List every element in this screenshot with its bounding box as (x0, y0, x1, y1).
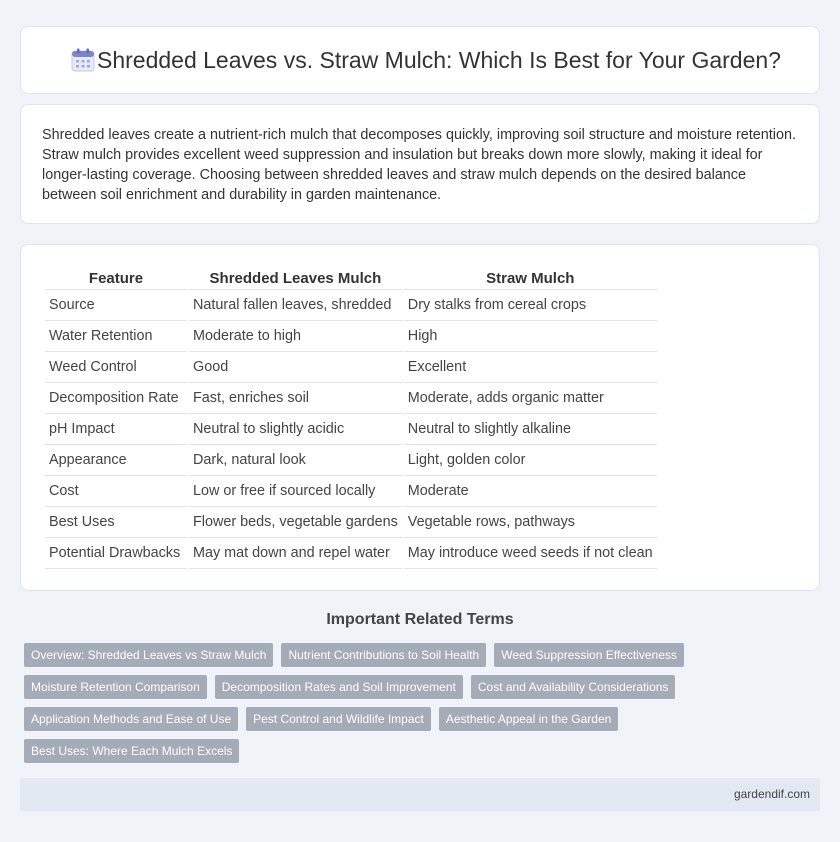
related-tag-pest[interactable]: Pest Control and Wildlife Impact (246, 707, 431, 731)
related-tag-cost[interactable]: Cost and Availability Considerations (471, 675, 676, 699)
intro-paragraph: Shredded leaves create a nutrient-rich mulch that decomposes quickly, improving soil structure and moisture retention. Straw mulch provides excellent weed suppression and insulation but breaks down more slowly, making it ideal for longer-lasting coverage. Choosing between shredded leaves and straw mulch depends on the desired balance between soil enrichment and durability in garden maintenance. (42, 127, 797, 203)
row-feature: Decomposition Rate (45, 383, 187, 414)
related-tag-weed[interactable]: Weed Suppression Effectiveness (494, 643, 684, 667)
related-terms-tags (24, 643, 724, 763)
related-tag-best-uses[interactable]: Best Uses: Where Each Mulch Excels (24, 739, 239, 763)
related-tag-aesthetic[interactable]: Aesthetic Appeal in the Garden (439, 707, 618, 731)
row-feature: Appearance (45, 445, 187, 476)
related-terms-title: Important Related Terms (326, 611, 514, 628)
row-feature: Weed Control (45, 352, 187, 383)
row-leaves-value: Moderate to high (189, 321, 402, 352)
table-row (45, 507, 657, 538)
row-straw-value: Vegetable rows, pathways (404, 507, 657, 538)
related-tag-overview[interactable]: Overview: Shredded Leaves vs Straw Mulch (24, 643, 273, 667)
row-straw-value: May introduce weed seeds if not clean (404, 538, 657, 569)
row-feature: pH Impact (45, 414, 187, 445)
header-feature: Feature (45, 265, 187, 290)
row-straw-value: High (404, 321, 657, 352)
row-straw-value: Dry stalks from cereal crops (404, 290, 657, 321)
footer-site-link[interactable]: gardendif.com (733, 787, 810, 801)
row-leaves-value: Good (189, 352, 402, 383)
table-row (45, 445, 657, 476)
row-leaves-value: Natural fallen leaves, shredded (189, 290, 402, 321)
related-tag-moisture[interactable]: Moisture Retention Comparison (24, 675, 207, 699)
row-feature: Potential Drawbacks (45, 538, 187, 569)
table-row (45, 321, 657, 352)
comparison-table-card (20, 244, 820, 591)
row-feature: Water Retention (45, 321, 187, 352)
header-card (20, 26, 820, 94)
row-leaves-value: Low or free if sourced locally (189, 476, 402, 507)
table-row (45, 290, 657, 321)
table-header-row (45, 265, 657, 290)
row-feature: Cost (45, 476, 187, 507)
row-feature: Best Uses (45, 507, 187, 538)
table-row (45, 414, 657, 445)
related-tag-decomposition[interactable]: Decomposition Rates and Soil Improvement (215, 675, 463, 699)
comparison-table (43, 265, 659, 569)
related-tag-application[interactable]: Application Methods and Ease of Use (24, 707, 238, 731)
row-straw-value: Moderate, adds organic matter (404, 383, 657, 414)
row-leaves-value: Neutral to slightly acidic (189, 414, 402, 445)
intro-card (20, 104, 820, 224)
related-tag-nutrient[interactable]: Nutrient Contributions to Soil Health (281, 643, 486, 667)
header-straw: Straw Mulch (404, 265, 657, 290)
row-straw-value: Light, golden color (404, 445, 657, 476)
row-leaves-value: May mat down and repel water (189, 538, 402, 569)
footer (20, 778, 820, 811)
page-title: Shredded Leaves vs. Straw Mulch: Which Is Best for Your Garden? (97, 47, 781, 73)
table-row (45, 383, 657, 414)
calendar-icon (70, 47, 96, 73)
row-leaves-value: Fast, enriches soil (189, 383, 402, 414)
row-leaves-value: Flower beds, vegetable gardens (189, 507, 402, 538)
table-row (45, 476, 657, 507)
row-straw-value: Excellent (404, 352, 657, 383)
table-row (45, 538, 657, 569)
row-leaves-value: Dark, natural look (189, 445, 402, 476)
row-straw-value: Moderate (404, 476, 657, 507)
row-straw-value: Neutral to slightly alkaline (404, 414, 657, 445)
row-feature: Source (45, 290, 187, 321)
table-row (45, 352, 657, 383)
header-shredded-leaves: Shredded Leaves Mulch (189, 265, 402, 290)
